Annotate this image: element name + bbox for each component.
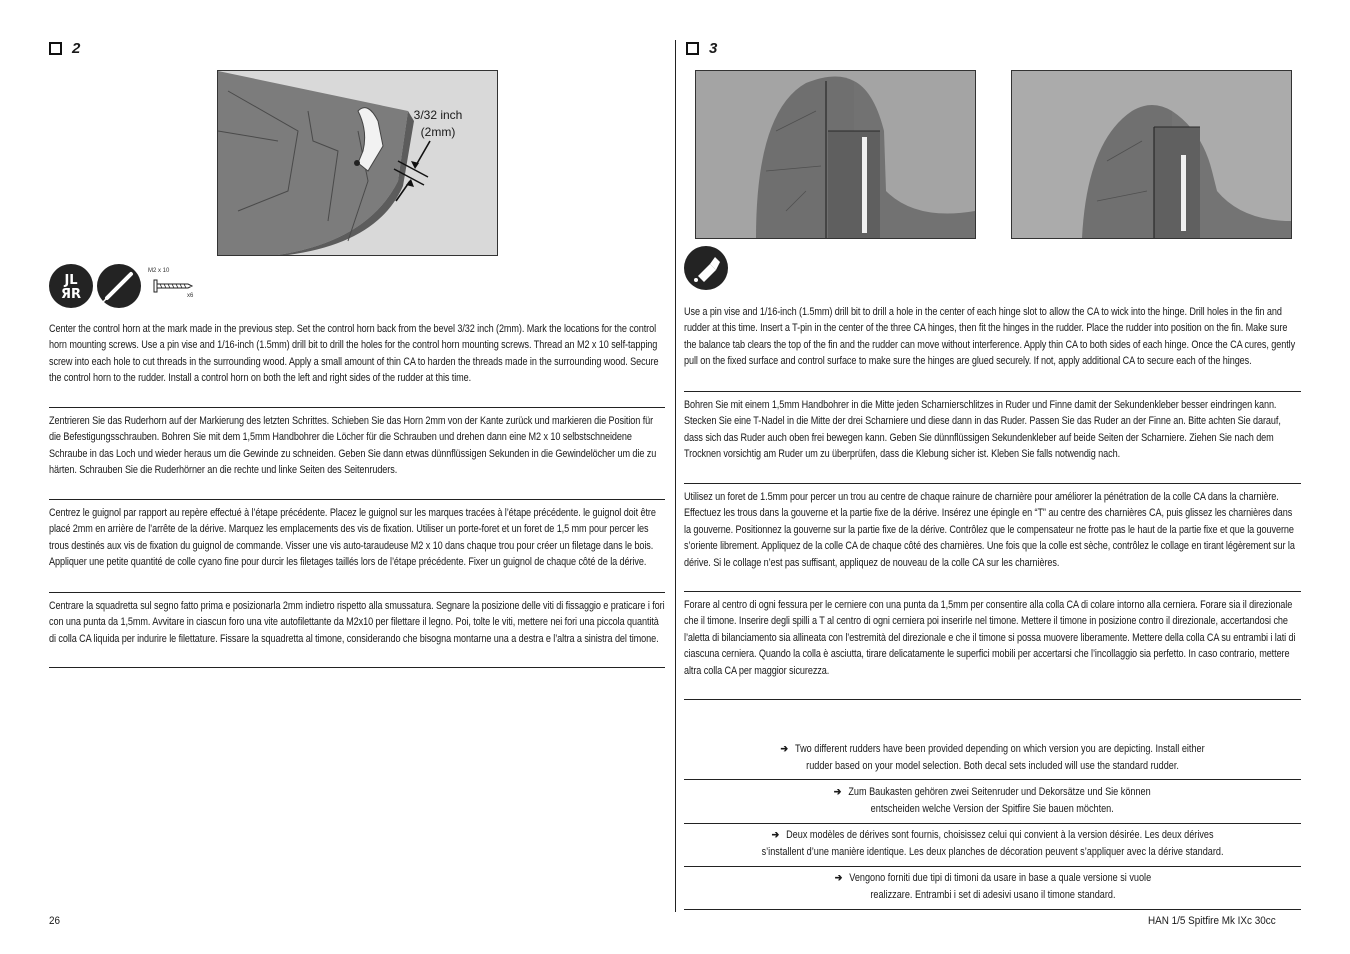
dimension-callout xyxy=(398,107,478,141)
step-number: 3 xyxy=(709,40,718,57)
rule xyxy=(684,391,1301,392)
pin-vise-drill-icon xyxy=(97,264,141,308)
column-divider xyxy=(675,40,676,912)
rudder-control-horn-photo xyxy=(217,70,498,256)
hinge-symbol-icon xyxy=(49,264,93,308)
note-de xyxy=(684,784,1301,818)
rule xyxy=(684,591,1301,592)
rule xyxy=(684,909,1301,910)
arrow-icon: ➔ xyxy=(780,743,789,755)
rule xyxy=(49,407,665,408)
note-en xyxy=(684,741,1301,775)
step-2-text-de: Zentrieren Sie das Ruderhorn auf der Markierung des letzten Schrittes. Schieben Sie das Horn 2mm von der Kante zurück und markieren die Position für die Befestigungsschrauben. Bohren Sie mit dem 1,5mm Handbohrer die Löcher für die Schrauben und drehen dann eine M2 x 10 selbstschneidene Schraube in das Loch und wieder heraus um die Gewinde zu schneiden. Geben Sie dann etwas dünnflüssigen Sekunden in die Gewindelöcher um die zu härten. Schrauben Sie die Ruderhörner an die rechte und linke Seiten des Seitenruders. xyxy=(49,415,657,477)
checkbox-icon[interactable] xyxy=(686,42,699,55)
screw-quantity: x6 xyxy=(187,293,194,299)
svg-text:JL: JL xyxy=(64,273,78,288)
page-number: 26 xyxy=(49,915,61,927)
note-line: Vengono forniti due tipi di timoni da usare in base a quale versione si vuole xyxy=(848,872,1151,884)
fin-rudder-photo-alternate xyxy=(1011,70,1292,239)
rule xyxy=(684,866,1301,867)
rule xyxy=(684,823,1301,824)
note-line: Deux modèles de dérives sont fournis, choisissez celui qui convient à la version désirée. Les deux dérives xyxy=(786,829,1214,841)
step-2-text-en: Center the control horn at the mark made in the previous step. Set the control horn back from the bevel 3/32 inch (2mm). Mark the locations for the control horn mounting screws. Use a pin vise and 1/16-inch (1.5mm) drill bit to drill the holes for the control horn mounting screws. Thread an M2 x 10 self-tapping screw into each hole to cut threads in the surrounding wood. Apply a small amount of thin CA to harden the threads made in the surrounding wood. Secure the control horn to the rudder. Install a control horn on both the left and right sides of the rudder at this time. xyxy=(49,323,659,385)
step-3-text-it: Forare al centro di ogni fessura per le cerniere con una punta da 1,5mm per consentire alla colla CA di colare intorno alla cerniera. Forare sia il direzionale che il timone. Inserire degli spilli a T al centro di ogni cerniera poi inserirle nel timone. Mettere il timone in posizione contro il direzionale, accertandosi che l’aletta di bilanciamento sia allineata con l’estremità del direzionale e che il timone si possa muovere liberamente. Mettere della colla CA su entrambi i lati di ciascuna cerniera. Quando la colla è asciutta, tirare delicatamente le superfici mobili per accertarsi che l’incollaggio sia perfetto. In caso contrario, mettere altra colla CA per maggior sicurezza. xyxy=(684,599,1296,677)
step-3-text-en: Use a pin vise and 1/16-inch (1.5mm) drill bit to drill a hole in the center of each hinge slot to allow the CA to wick into the hinge. Drill holes in the fin and rudder at this time. Insert a T-pin in the center of the three CA hinges, then fit the hinges in the rudder. Place the rudder into position on the fin. Make sure the balance tab clears the top of the fin and the rudder can move without interference. Apply thin CA to both sides of each hinge. Once the CA cures, gently pull on the fixed surface and control surface to make sure the hinges are glued securely. If not, apply additional CA to secure each of the hinges. xyxy=(684,306,1296,368)
note-line: Two different rudders have been provided depending on which version you are depicting. Install either xyxy=(794,743,1205,755)
svg-text:ЯR: ЯR xyxy=(60,287,82,302)
note-line: rudder based on your model selection. Both decal sets included will use the standard rudder. xyxy=(806,760,1179,772)
note-line: entscheiden welche Version der Spitfire Sie bauen möchten. xyxy=(870,803,1115,815)
rule xyxy=(49,592,665,593)
note-it xyxy=(684,870,1301,904)
step-3-header xyxy=(686,40,717,57)
step-2-text-fr: Centrez le guignol par rapport au repère effectué à l’étape précédente. Placez le guignol sur les marques tracées à l’étape précédente. le guignol doit être placé 2mm en arrière de l’arrête de la dérive. Marquez les emplacements des vis de fixation. Utiliser un porte-foret et un foret de 1,5 mm pour percer les trous destinés aux vis de fixation du guignol de commande. Visser une vis auto-taraudeuse M2 x 10 dans chaque trou pour créer un filetage dans le bois. Appliquer une petite quantité de colle cyano fine pour durcir les filetages taillés lors de l’étape précédente. Fixer un guignol de chaque côté de la dérive. xyxy=(49,507,656,569)
step-3-text-de: Bohren Sie mit einem 1,5mm Handbohrer in die Mitte jeden Scharnierschlitzes in Ruder und Finne damit der Sekundenkleber besser eindringen kann. Stecken Sie eine T-Nadel in die Mitte der drei Scharniere und diese dann in das Ruder. Passen Sie das Ruder an der Finne an. Bitte achten Sie darauf, dass sich das Ruder auch oben frei bewegen kann. Geben Sie dünnflüssigen Sekundenkleber auf beide Seiten der Scharniere. Ziehen Sie nach dem Trocknen vorsichtig am Ruder um zu überprüfen, dass die Klebung sicher ist. Kleben Sie falls notwendig nach. xyxy=(684,399,1281,461)
rule xyxy=(49,499,665,500)
step-2-header xyxy=(49,40,80,57)
footer-title: HAN 1/5 Spitfire Mk IXc 30cc xyxy=(1148,915,1276,927)
rudder-illustration xyxy=(218,71,497,255)
callout-line-2: (2mm) xyxy=(420,125,456,139)
arrow-icon: ➔ xyxy=(834,872,842,884)
screw-icon xyxy=(152,278,194,294)
arrow-icon: ➔ xyxy=(834,786,842,798)
note-line: s’installent d’une manière identique. Les deux planches de décoration peuvent s’appliquer avec la dérive standard. xyxy=(761,846,1224,858)
fin-rudder-photo-standard xyxy=(695,70,976,239)
rule xyxy=(684,779,1301,780)
rule xyxy=(49,667,665,668)
rule xyxy=(684,699,1301,700)
note-fr xyxy=(684,827,1301,861)
ca-glue-bottle-icon xyxy=(684,246,728,290)
note-line: realizzare. Entrambi i set di adesivi usano il timone standard. xyxy=(869,889,1116,901)
step-number: 2 xyxy=(72,40,81,57)
callout-line-1: 3/32 inch xyxy=(413,108,463,122)
screw-label: M2 x 10 xyxy=(148,268,170,274)
checkbox-icon[interactable] xyxy=(49,42,62,55)
step-2-text-it: Centrare la squadretta sul segno fatto prima e posizionarla 2mm indietro rispetto alla smussatura. Segnare la posizione delle viti di fissaggio e praticare i fori con una punta da 1,5mm. Avvitare in ciascun foro una vite autofilettante da M2x10 per filettare il legno. Poi, tolte le viti, mettere nei fori una piccola quantità di colla CA liquida per indurire le filettature. Fissare la squadretta al timone, considerando che bisogna montarne una a destra e l’altra a sinistra del timone. xyxy=(49,600,665,645)
note-line: Zum Baukasten gehören zwei Seitenruder und Dekorsätze und Sie können xyxy=(848,786,1151,798)
step-3-text-fr: Utilisez un foret de 1.5mm pour percer un trou au centre de chaque rainure de charnière pour améliorer la pénétration de la colle CA dans la charnière. Effectuez les trous dans la gouverne et la partie fixe de la dérive. Insérez une épingle en “T” au centre des charnières CA, puis glissez les charnières dans la gouverne. Positionnez la gouverne sur la partie fixe de la dérive. Contrôlez que le compensateur ne frotte pas le haut de la partie fixe et que la gouverne s’oriente librement. Appliquez de la colle CA de chaque côté des charnières. Une fois que la colle est sèche, contrôlez le collage en tirant légèrement sur la dérive. Si le collage n’est pas suffisant, appliquez de nouveau de la colle CA sur les charnières. xyxy=(684,491,1295,569)
arrow-icon: ➔ xyxy=(771,829,780,841)
rule xyxy=(684,483,1301,484)
